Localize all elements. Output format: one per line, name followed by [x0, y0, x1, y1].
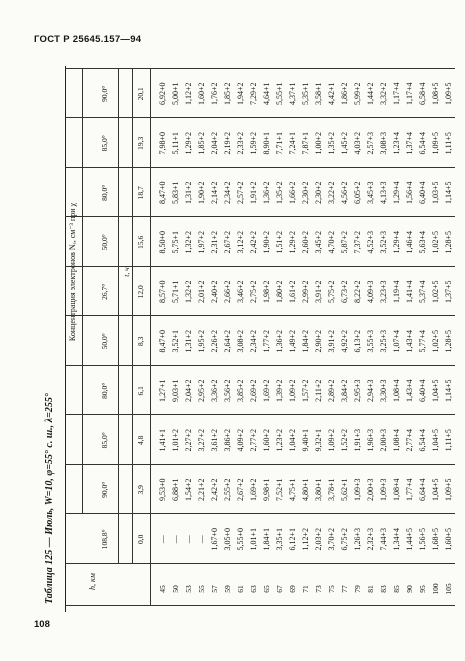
table-cell: 1,67+0 [210, 528, 219, 551]
table-cell: 9,53+0 [158, 478, 167, 502]
table-cell: 1,51+2 [275, 231, 284, 254]
table-cell: 7,98+0 [158, 132, 167, 155]
table-cell: 1,90+2 [262, 231, 271, 254]
table-cell: 5,75+1 [171, 231, 180, 254]
table-cell: 2,64+2 [223, 330, 232, 353]
table-cell: 2,69+2 [249, 379, 258, 403]
table-cell: 1,07+4 [392, 330, 401, 353]
chi-header: 50,0° [100, 333, 109, 350]
altitude-cell: 85 [392, 585, 401, 593]
altitude-cell: 67 [275, 585, 284, 593]
table-cell: 1,49+2 [288, 330, 297, 353]
header-rule [132, 69, 133, 564]
table-cell: 1,11+5 [444, 429, 453, 452]
table-cell: 4,09+3 [366, 280, 375, 304]
table-cell: 1,02+5 [431, 280, 440, 304]
table-cell: 2,30+2 [301, 181, 310, 205]
table-cell: 3,52+1 [171, 330, 180, 353]
altitude-cell: 81 [366, 585, 375, 593]
table-cell: 5,37+4 [418, 280, 427, 304]
table-cell: 2,31+2 [210, 231, 219, 254]
chi-header: 90,0° [100, 481, 109, 498]
table-cell: — [197, 535, 206, 544]
table-cell: 8,22+2 [353, 280, 362, 304]
altitude-cell: 61 [236, 585, 245, 593]
time-header: 6,1 [136, 386, 145, 396]
table-cell: 1,27+1 [158, 379, 167, 403]
table-cell: 7,24+1 [288, 132, 297, 155]
time-units-label: t, ч [122, 267, 131, 277]
table-cell: 2,42+2 [210, 478, 219, 502]
table-cell: 1,76+2 [210, 82, 219, 106]
table-cell: 1,77+4 [405, 478, 414, 502]
time-header: 19,3 [136, 136, 145, 150]
table-cell: 1,94+2 [236, 82, 245, 106]
table-cell: 2,67+2 [236, 478, 245, 502]
table-cell: 2,67+2 [223, 231, 232, 254]
table-cell: 1,91+2 [249, 181, 258, 205]
table-cell: 3,56+2 [223, 379, 232, 403]
table-cell: 1,84+1 [262, 528, 271, 551]
table-cell: 6,40+4 [418, 181, 427, 205]
table-cell: 9,98+1 [262, 478, 271, 502]
table-cell: 3,78+1 [327, 478, 336, 502]
table-cell: 8,90+1 [262, 132, 271, 155]
chi-header: 85,0° [100, 432, 109, 449]
table-cell: 1,11+5 [444, 132, 453, 155]
table-cell: 1,52+2 [340, 429, 349, 452]
table-cell: 2,99+2 [301, 280, 310, 304]
altitude-cell: 50 [171, 585, 180, 593]
table-cell: 1,35+2 [275, 181, 284, 205]
h-column-header: h, км [88, 573, 97, 590]
table-cell: 4,03+2 [353, 132, 362, 155]
table-cell: 2,00+3 [379, 429, 388, 452]
table-cell: 1,41+1 [158, 429, 167, 452]
table-cell: 1,77+2 [262, 330, 271, 353]
table-cell: 1,17+4 [392, 82, 401, 106]
table-cell: 6,92+0 [158, 82, 167, 106]
table-cell: 1,86+2 [340, 82, 349, 106]
table-cell: 2,14+2 [210, 181, 219, 205]
table-cell: 1,37+4 [405, 132, 414, 155]
table-cell: 2,66+2 [223, 280, 232, 304]
table-cell: 3,52+3 [379, 231, 388, 254]
time-header: 20,1 [136, 87, 145, 101]
table-cell: 9,32+1 [314, 429, 323, 452]
table-cell: 1,35+2 [327, 132, 336, 155]
table-cell: 1,85+2 [197, 132, 206, 155]
table-cell: 1,46+4 [405, 231, 414, 254]
table-cell: 1,09+5 [431, 132, 440, 155]
time-header: 3,9 [136, 485, 145, 495]
header-rule [82, 69, 83, 515]
table-cell: 9,03+1 [171, 379, 180, 403]
table-cell: 3,91+2 [327, 330, 336, 353]
table-cell: 4,13+3 [379, 181, 388, 205]
table-cell: 1,32+2 [184, 280, 193, 304]
table-cell: 4,09+2 [236, 429, 245, 452]
table-cell: 1,44+2 [366, 82, 375, 106]
table-cell: 2,30+2 [314, 181, 323, 205]
table-cell: 3,12+2 [236, 231, 245, 254]
table-cell: 5,62+1 [340, 478, 349, 502]
altitude-cell: 100 [431, 583, 440, 595]
time-header: 12,0 [136, 285, 145, 299]
table-cell: 4,80+1 [301, 478, 310, 502]
altitude-cell: 95 [418, 585, 427, 593]
table-cell: 1,02+5 [431, 330, 440, 353]
table-cell: — [184, 535, 193, 544]
header-rule [118, 69, 119, 564]
table-cell: — [171, 535, 180, 544]
altitude-cell: 53 [184, 585, 193, 593]
table-cell: 2,04+2 [184, 379, 193, 403]
table-cell: 2,27+2 [184, 429, 193, 452]
table-cell: 7,29+2 [249, 82, 258, 106]
table-cell: 3,58+1 [314, 82, 323, 106]
table-cell: 6,12+1 [288, 528, 297, 551]
table-cell: 1,56+5 [418, 528, 427, 551]
altitude-cell: 77 [340, 585, 349, 593]
table-cell: 1,08+4 [392, 379, 401, 403]
table-cell: 5,75+2 [327, 280, 336, 304]
table-cell: 5,00+1 [171, 82, 180, 106]
table-cell: 1,09+3 [353, 478, 362, 502]
table-cell: 1,08+5 [431, 82, 440, 106]
time-header: 0,0 [136, 534, 145, 544]
table-cell: 1,32+2 [184, 231, 193, 254]
table-cell: 1,44+5 [405, 528, 414, 551]
table-cell: 1,31+2 [184, 330, 193, 353]
table-cell: 1,60+2 [197, 82, 206, 106]
table-cell: 1,34+4 [392, 528, 401, 551]
table-cell: 1,09+3 [379, 478, 388, 502]
altitude-cell: 75 [327, 585, 336, 593]
table-cell: 1,68+5 [431, 528, 440, 551]
table-cell: 1,14+5 [444, 379, 453, 403]
altitude-cell: 71 [301, 585, 310, 593]
table-cell: 1,12+2 [301, 528, 310, 551]
table-cell: 4,52+3 [366, 231, 375, 254]
table-cell: 5,71+1 [171, 280, 180, 304]
table-cell: 6,54+4 [418, 429, 427, 452]
table-cell: 6,58+4 [418, 82, 427, 106]
table-cell: 1,26+3 [353, 528, 362, 551]
table-cell: 2,40+2 [210, 280, 219, 304]
table-cell: 2,42+2 [249, 231, 258, 254]
altitude-cell: 57 [210, 585, 219, 593]
table-cell: 1,60+2 [262, 429, 271, 452]
time-header: 4,8 [136, 435, 145, 445]
table-cell: 2,95+2 [197, 379, 206, 403]
table-cell: 1,90+2 [197, 181, 206, 205]
table-cell: 1,23+4 [392, 132, 401, 155]
table-cell: 2,32+3 [366, 528, 375, 551]
document-header: ГОСТ Р 25645.157—94 [34, 34, 142, 45]
time-header: 15,6 [136, 235, 145, 249]
table-cell: 1,91+3 [353, 429, 362, 452]
table-cell: 2,60+2 [301, 231, 310, 254]
chi-header: 85,0° [100, 135, 109, 152]
time-header: 18,7 [136, 186, 145, 200]
table-cell: 1,84+2 [301, 330, 310, 353]
table-cell: 3,30+3 [379, 379, 388, 403]
table-cell: 6,54+4 [418, 132, 427, 155]
chi-header: 90,0° [100, 85, 109, 102]
table-cell: 8,47+0 [158, 330, 167, 353]
table-cell: 3,46+2 [236, 280, 245, 304]
caption-rule [65, 66, 66, 612]
table-cell: 1,69+2 [262, 379, 271, 403]
table-cell: 1,04+5 [431, 379, 440, 403]
table-cell: 1,36+2 [275, 330, 284, 353]
table-cell: 3,05+0 [223, 528, 232, 551]
table-cell: 3,91+2 [314, 280, 323, 304]
table-cell: 4,42+1 [327, 82, 336, 106]
chi-header: 80,0° [100, 184, 109, 201]
table-cell: 1,09+5 [444, 82, 453, 106]
table-cell: 1,43+4 [405, 330, 414, 353]
table-cell: 3,08+2 [236, 330, 245, 353]
table-cell: 4,70+2 [327, 231, 336, 254]
table-cell: 1,56+4 [405, 181, 414, 205]
table-cell: 3,35+1 [275, 528, 284, 551]
table-cell: 2,34+2 [223, 181, 232, 205]
table-cell: 1,95+2 [197, 330, 206, 353]
table-cell: 1,04+2 [288, 429, 297, 452]
table-cell: 1,28+5 [444, 231, 453, 254]
altitude-cell: 45 [158, 585, 167, 593]
table-cell: 1,80+2 [275, 280, 284, 304]
altitude-cell: 73 [314, 585, 323, 593]
header-rule [150, 69, 151, 606]
table-cell: 1,57+2 [301, 379, 310, 403]
table-cell: 3,70+2 [327, 528, 336, 551]
table-cell: 4,92+2 [340, 330, 349, 353]
table-cell: 2,95+3 [353, 379, 362, 403]
table-cell: 7,71+1 [275, 132, 284, 155]
table-cell: 5,99+2 [353, 82, 362, 106]
table-cell: 2,57+2 [236, 181, 245, 205]
table-cell: 8,50+0 [158, 231, 167, 254]
table-cell: 1,45+2 [340, 132, 349, 155]
table-cell: 1,01+1 [249, 528, 258, 551]
table-cell: 2,33+2 [236, 132, 245, 155]
table-cell: 1,28+5 [444, 330, 453, 353]
table-cell: 6,75+2 [340, 528, 349, 551]
table-cell: 1,04+5 [431, 429, 440, 452]
table-cell: 1,39+2 [275, 379, 284, 403]
table-cell: 6,13+2 [353, 330, 362, 353]
table-cell: 1,12+2 [184, 82, 193, 106]
table-cell: 1,37+5 [444, 280, 453, 304]
table-cell: 3,23+3 [379, 280, 388, 304]
chi-header: 26,7° [100, 283, 109, 300]
table-cell: 1,29+2 [288, 231, 297, 254]
table-cell: 3,36+2 [210, 379, 219, 403]
table-cell: 1,54+2 [184, 478, 193, 502]
table-cell: 5,55+0 [236, 528, 245, 551]
table-cell: 1,03+5 [431, 181, 440, 205]
table-cell: 5,55+1 [275, 82, 284, 106]
table-cell: 1,96+3 [366, 429, 375, 452]
table-cell: 1,19+4 [392, 280, 401, 304]
table-cell: 1,31+2 [184, 181, 193, 205]
table-cell: 3,86+2 [223, 429, 232, 452]
chi-header: 108,8° [100, 529, 109, 550]
table-cell: 2,94+3 [366, 379, 375, 403]
table-cell: 1,43+4 [405, 379, 414, 403]
table-cell: 6,73+2 [340, 280, 349, 304]
table-cell: 5,11+1 [171, 132, 180, 155]
altitude-cell: 105 [444, 583, 453, 595]
table-cell: 1,08+4 [392, 478, 401, 502]
table-cell: 1,29+4 [392, 231, 401, 254]
table-cell: 3,32+2 [379, 82, 388, 106]
table-cell: 1,69+2 [249, 478, 258, 502]
table-cell: 1,09+2 [327, 429, 336, 452]
table-cell: 2,89+2 [327, 379, 336, 403]
table-cell: 2,57+3 [366, 132, 375, 155]
table-cell: 9,40+1 [301, 429, 310, 452]
table-cell: 5,87+2 [340, 231, 349, 254]
table-cell: 1,04+5 [431, 478, 440, 502]
table-cell: 5,35+1 [301, 82, 310, 106]
concentration-title: Концентрация электронов Nₑ, см⁻³ при χ [68, 202, 77, 342]
table-cell: 6,88+1 [171, 478, 180, 502]
chi-header: 80,0° [100, 382, 109, 399]
table-cell: 1,36+2 [262, 181, 271, 205]
table-cell: — [158, 535, 167, 544]
table-cell: 6,05+2 [353, 181, 362, 205]
table-cell: 2,00+3 [366, 478, 375, 502]
table-cell: 1,41+4 [405, 280, 414, 304]
table-cell: 1,09+2 [288, 379, 297, 403]
table-cell: 2,90+2 [314, 330, 323, 353]
table-cell: 8,57+0 [158, 280, 167, 304]
altitude-cell: 59 [223, 585, 232, 593]
table-cell: 4,64+1 [262, 82, 271, 106]
table-cell: 1,17+4 [405, 82, 414, 106]
table-cell: 1,02+5 [431, 231, 440, 254]
table-cell: 2,03+2 [314, 528, 323, 551]
table-cell: 1,59+2 [249, 132, 258, 155]
table-cell: 7,44+3 [379, 528, 388, 551]
table-cell: 3,08+3 [379, 132, 388, 155]
table-cell: 1,61+2 [288, 280, 297, 304]
altitude-cell: 69 [288, 585, 297, 593]
altitude-cell: 65 [262, 585, 271, 593]
table-cell: 3,85+2 [236, 379, 245, 403]
table-cell: 1,29+2 [184, 132, 193, 155]
table-cell: 8,47+0 [158, 181, 167, 205]
table-cell: 7,37+2 [353, 231, 362, 254]
table-cell: 2,77+4 [405, 429, 414, 452]
table-cell: 1,23+2 [275, 429, 284, 452]
table-cell: 2,34+2 [249, 330, 258, 353]
table-cell: 3,22+2 [327, 181, 336, 205]
table-cell: 4,75+1 [288, 478, 297, 502]
table-cell: 2,55+2 [223, 478, 232, 502]
table-cell: 3,25+3 [379, 330, 388, 353]
table-cell: 1,97+2 [197, 231, 206, 254]
table-cell: 1,14+5 [444, 181, 453, 205]
table-cell: 1,85+2 [223, 82, 232, 106]
table-caption: Таблица 125 — Июль, W=10, φ=55° с. ш., λ=255° [44, 393, 55, 604]
table-cell: 4,56+2 [340, 181, 349, 205]
altitude-cell: 55 [197, 585, 206, 593]
table-cell: 3,27+2 [197, 429, 206, 452]
table-cell: 2,01+2 [197, 280, 206, 304]
table-cell: 2,19+2 [223, 132, 232, 155]
table-cell: 6,64+4 [418, 478, 427, 502]
table-cell: 7,87+1 [301, 132, 310, 155]
table-cell: 2,75+2 [249, 280, 258, 304]
table-cell: 7,52+1 [275, 478, 284, 502]
table-cell: 4,37+1 [288, 82, 297, 106]
altitude-cell: 83 [379, 585, 388, 593]
table-cell: 3,61+2 [210, 429, 219, 452]
table-cell: 1,98+2 [262, 280, 271, 304]
table-cell: 1,08+4 [392, 429, 401, 452]
table-cell: 2,77+2 [249, 429, 258, 452]
table-cell: 6,40+4 [418, 379, 427, 403]
table-cell: 3,45+3 [366, 181, 375, 205]
table-cell: 1,01+2 [171, 429, 180, 452]
table-cell: 5,63+4 [418, 231, 427, 254]
table-cell: 2,11+2 [314, 379, 323, 402]
table-cell: 1,00+2 [314, 132, 323, 155]
table-cell: 2,04+2 [210, 132, 219, 155]
table-cell: 5,77+4 [418, 330, 427, 353]
table-cell: 3,55+3 [366, 330, 375, 353]
time-header: 8,3 [136, 336, 145, 346]
table-cell: 3,84+2 [340, 379, 349, 403]
table-cell: 1,09+5 [444, 478, 453, 502]
table-cell: 5,83+1 [171, 181, 180, 205]
table-cell: 2,21+2 [197, 478, 206, 502]
altitude-cell: 63 [249, 585, 258, 593]
page-number: 108 [34, 619, 50, 630]
table-cell: 1,60+5 [444, 528, 453, 551]
altitude-cell: 79 [353, 585, 362, 593]
table-cell: 2,26+2 [210, 330, 219, 353]
table-cell: 3,80+1 [314, 478, 323, 502]
table-cell: 1,66+2 [288, 181, 297, 205]
chi-header: 50,0° [100, 234, 109, 251]
altitude-cell: 90 [405, 585, 414, 593]
rotated-table [44, 66, 453, 612]
table-cell: 3,45+2 [314, 231, 323, 254]
table-cell: 1,29+4 [392, 181, 401, 205]
